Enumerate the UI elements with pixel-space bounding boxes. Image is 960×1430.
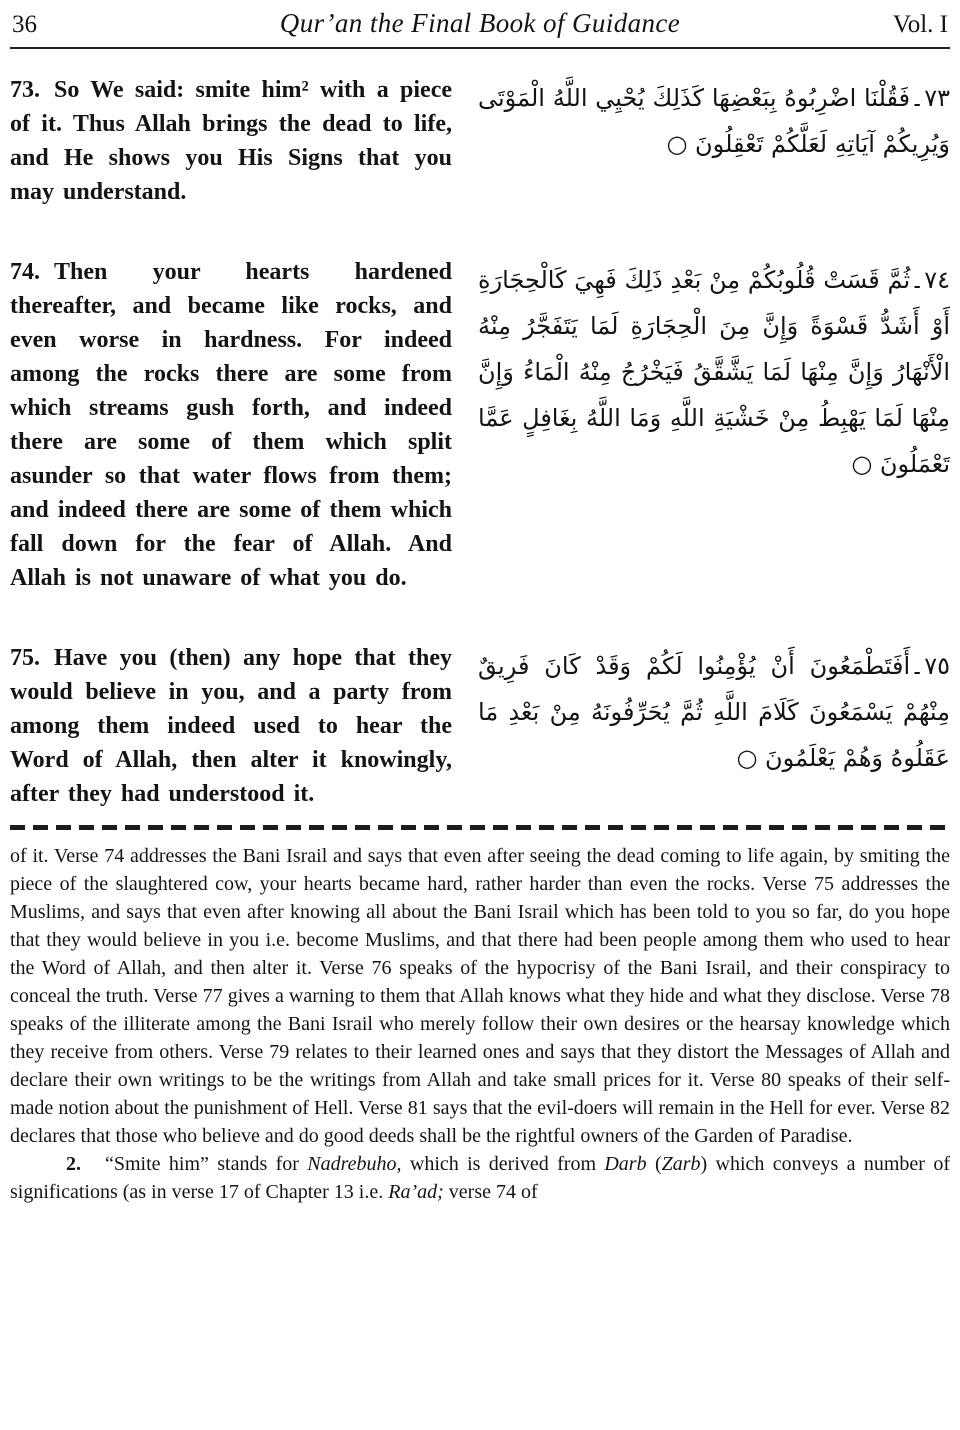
page-number: 36 xyxy=(12,11,37,38)
footnote-continuation: of it. Verse 74 addresses the Bani Israil and says that even after seeing the dead coming to life again, by smiting the piece of the slaughtered cow, your hearts became hard, rather harder than even the rocks. Verse 75 addresses the Muslims, and says that even after knowing all about the Bani Israil which has been told to you so far, do you hope that they would believe in you i.e. become Muslims, and that there had been people among them who used to hear the Word of Allah, and then alter it. Verse 76 speaks of the hypocrisy of the Bani Israil, and their conspiracy to conceal the truth. Verse 77 gives a warning to them that Allah knows what they hide and what they disclose. Verse 78 speaks of the illiterate among the Bani Israil who merely follow their own desires or the hearsay knowledge which they receive from others. Verse 79 relates to their learned ones and says that they distort the Messages of Allah and declare their own writings to be the writings from Allah and take small prices for it. Verse 80 speaks of their self-made notion about the punishment of Hell. Verse 81 says that the evil-doers will remain in the Hell for ever. Verse 82 declares that those who believe and do good deeds shall be the rightful owners of the Garden of Paradise. xyxy=(10,845,950,1147)
verse-content xyxy=(10,73,950,811)
verse-74-text: Then your hearts hardened thereafter, and became like rocks, and even worse in hardness. For indeed among the rocks there are some from which streams gush forth, and indeed there are some of them which split asunder so that water flows from them; and indeed there are some of them which fall down for the fear of Allah. And Allah is not unaware of what you do. xyxy=(10,259,452,591)
footnote-2-text-1: “Smite him” stands for xyxy=(105,1153,308,1175)
volume-label: Vol. I xyxy=(892,11,948,38)
footnote-2-number: 2. xyxy=(66,1153,81,1175)
footnote-divider xyxy=(10,825,950,830)
verse-75-number: 75. xyxy=(10,645,40,671)
book-title: Qur’an the Final Book of Guidance xyxy=(279,8,681,38)
verse-73-number: 73. xyxy=(10,77,40,103)
footnote-2-term-raad: Ra’ad; xyxy=(388,1181,444,1203)
footnote-2-term-darb: Darb xyxy=(604,1153,647,1175)
verse-row-75 xyxy=(10,641,950,811)
page-header xyxy=(10,6,950,49)
verse-73-english xyxy=(10,73,452,209)
verse-75-english xyxy=(10,641,452,811)
footnote-2-term-zarb: Zarb xyxy=(661,1153,701,1175)
footnote-2 xyxy=(10,1150,950,1206)
footnote-2-text-2: which is derived from xyxy=(401,1153,605,1175)
verse-73-text: So We said: smite him² with a piece of it. Thus Allah brings the dead to life, and He shows you His Signs that you may understand. xyxy=(10,77,452,205)
footnote-section xyxy=(10,842,950,1206)
footnote-2-term-nadrebuho: Nadrebuho, xyxy=(307,1153,402,1175)
verse-73-arabic: ٧٣۔فَقُلْنَا اضْرِبُوهُ بِبَعْضِهَا كَذَلِكَ يُحْيِي اللَّهُ الْمَوْتَى وَيُرِيكُمْ آيَاتِهِ لَعَلَّكُمْ تَعْقِلُونَ ○ xyxy=(478,84,950,158)
verse-74-number: 74. xyxy=(10,259,40,285)
footnote-2-text-5: verse 74 of xyxy=(443,1181,538,1203)
verse-75-arabic: ٧٥۔أَفَتَطْمَعُونَ أَنْ يُؤْمِنُوا لَكُمْ وَقَدْ كَانَ فَرِيقٌ مِنْهُمْ يَسْمَعُونَ كَلَامَ اللَّهِ ثُمَّ يُحَرِّفُونَهُ مِنْ بَعْدِ مَا عَقَلُوهُ وَهُمْ يَعْلَمُونَ ○ xyxy=(478,652,950,772)
verse-74-english xyxy=(10,255,452,595)
verse-74-arabic: ٧٤۔ثُمَّ قَسَتْ قُلُوبُكُمْ مِنْ بَعْدِ ذَلِكَ فَهِيَ كَالْحِجَارَةِ أَوْ أَشَدُّ قَسْوَةً وَإِنَّ مِنَ الْحِجَارَةِ لَمَا يَتَفَجَّرُ مِنْهُ الْأَنْهَارُ وَإِنَّ مِنْهَا لَمَا يَشَّقَّقُ فَيَخْرُجُ مِنْهُ الْمَاءُ وَإِنَّ مِنْهَا لَمَا يَهْبِطُ مِنْ خَشْيَةِ اللَّهِ وَمَا اللَّهُ بِغَافِلٍ عَمَّا تَعْمَلُونَ ○ xyxy=(478,266,950,478)
footnote-2-text-3: ( xyxy=(646,1153,662,1175)
verse-row-73 xyxy=(10,73,950,209)
footnote-2-text-4: ) which conveys a number of significations (as in verse 17 of Chapter 13 i.e. xyxy=(10,1153,950,1203)
verse-75-text: Have you (then) any hope that they would believe in you, and a party from among them indeed used to hear the Word of Allah, then alter it knowingly, after they had understood it. xyxy=(10,645,452,807)
verse-row-74 xyxy=(10,255,950,595)
